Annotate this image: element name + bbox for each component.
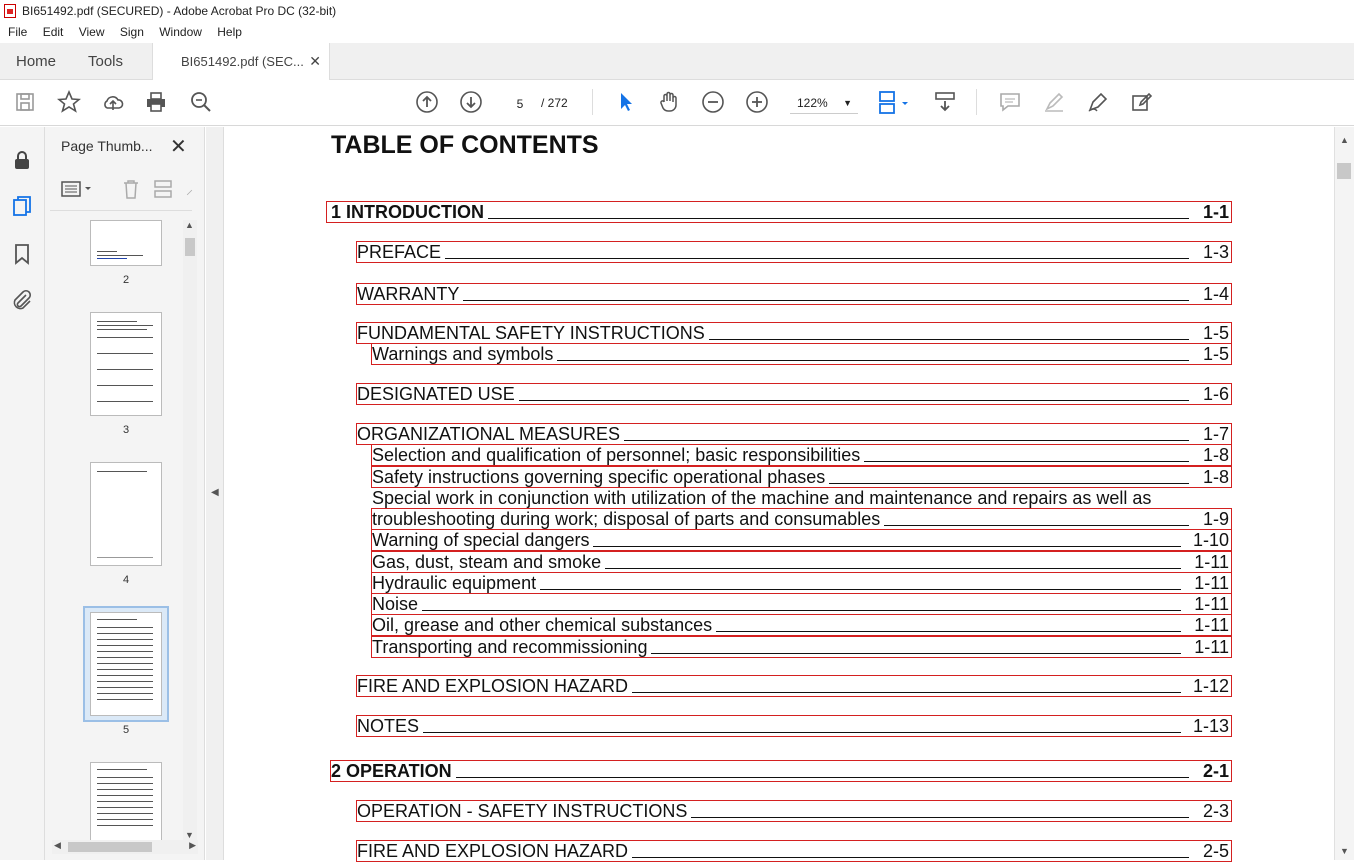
toc-entry-title: FUNDAMENTAL SAFETY INSTRUCTIONS xyxy=(357,323,709,343)
toc-entry[interactable] xyxy=(371,551,1232,573)
toolbar-divider xyxy=(976,89,977,115)
zoom-out-icon[interactable] xyxy=(700,90,726,116)
menu-window[interactable]: Window xyxy=(159,25,202,39)
thumbnail-page[interactable] xyxy=(90,312,162,416)
zoom-dropdown[interactable] xyxy=(790,92,858,114)
toc-entry[interactable] xyxy=(356,241,1232,263)
zoom-in-icon[interactable] xyxy=(744,90,770,116)
left-rail xyxy=(0,127,45,860)
toc-entry[interactable] xyxy=(356,675,1232,697)
toc-entry[interactable] xyxy=(356,800,1232,822)
more-tools-icon[interactable]: ⸝ xyxy=(186,181,193,197)
toc-entry-page: 2-1 xyxy=(1202,761,1229,781)
toc-entry[interactable] xyxy=(371,466,1232,488)
next-page-icon[interactable] xyxy=(458,90,484,116)
toc-entry-title: Safety instructions governing specific operational phases xyxy=(372,467,829,487)
highlight-icon[interactable] xyxy=(1041,90,1067,116)
toc-entry[interactable] xyxy=(371,343,1232,365)
toc-entry-title: DESIGNATED USE xyxy=(357,384,519,404)
chevron-down-icon: ▼ xyxy=(843,98,852,108)
toolbar-divider xyxy=(592,89,593,115)
toc-entry-page: 1-4 xyxy=(1202,284,1229,304)
select-tool-icon[interactable] xyxy=(613,90,639,116)
fit-page-icon[interactable] xyxy=(876,90,912,116)
thumbnail-label: 4 xyxy=(122,574,130,586)
toc-entry[interactable] xyxy=(371,636,1232,658)
thumbnail-label: 2 xyxy=(122,274,130,286)
save-icon[interactable] xyxy=(12,90,38,116)
panel-divider xyxy=(50,210,192,211)
toc-entry-page: 1-11 xyxy=(1194,637,1229,657)
tab-bar xyxy=(0,43,1354,80)
menu-help[interactable]: Help xyxy=(217,25,242,39)
toc-entry[interactable] xyxy=(356,283,1232,305)
toc-entry-page: 1-8 xyxy=(1202,467,1229,487)
previous-page-icon[interactable] xyxy=(414,90,440,116)
toc-entry-page: 1-1 xyxy=(1202,202,1229,222)
scroll-thumb[interactable] xyxy=(185,238,195,256)
toc-entry-page: 1-12 xyxy=(1192,676,1229,696)
thumbnail-horizontal-scrollbar[interactable] xyxy=(52,840,198,854)
menu-file[interactable]: File xyxy=(8,25,28,39)
menu-sign[interactable]: Sign xyxy=(119,25,144,39)
title-bar xyxy=(0,0,1354,22)
scroll-left-icon[interactable]: ◀ xyxy=(54,840,61,850)
thumbnail-page[interactable] xyxy=(90,220,162,266)
toc-entry-page: 1-11 xyxy=(1194,573,1229,593)
pdf-file-icon xyxy=(4,4,16,18)
toc-entry-title: NOTES xyxy=(357,716,423,736)
toc-entry-title: Transporting and recommissioning xyxy=(372,637,651,657)
scrolling-mode-icon[interactable] xyxy=(932,90,958,116)
tab-document-label: BI651492.pdf (SEC... xyxy=(181,54,304,69)
toc-heading: TABLE OF CONTENTS xyxy=(331,131,599,159)
toc-entry-title: 2 OPERATION xyxy=(331,761,456,781)
toc-entry-title: Oil, grease and other chemical substances xyxy=(372,615,716,635)
toc-entry[interactable] xyxy=(371,614,1232,636)
panel-title: Page Thumb... xyxy=(61,138,153,154)
toc-entry-page: 2-3 xyxy=(1202,801,1229,821)
tab-document[interactable] xyxy=(152,43,330,81)
hand-tool-icon[interactable] xyxy=(656,90,682,116)
thumbnail-page[interactable] xyxy=(90,762,162,840)
scroll-down-icon[interactable]: ▼ xyxy=(185,830,194,840)
scroll-up-icon[interactable]: ▲ xyxy=(1340,135,1349,145)
tab-tools[interactable]: Tools xyxy=(88,53,124,70)
scroll-thumb[interactable] xyxy=(1337,163,1351,179)
lock-icon[interactable] xyxy=(10,148,34,172)
thumbnail-label: 5 xyxy=(122,724,130,736)
toc-entry[interactable] xyxy=(371,508,1232,530)
thumbnail-page-current[interactable] xyxy=(90,612,162,716)
toc-entry-page: 1-3 xyxy=(1202,242,1229,262)
sign-pen-icon[interactable] xyxy=(1085,90,1111,116)
toc-entry-title: FIRE AND EXPLOSION HAZARD xyxy=(357,676,632,696)
panel-splitter[interactable] xyxy=(206,127,224,860)
toc-entry[interactable] xyxy=(330,760,1232,782)
toc-entry-page: 1-8 xyxy=(1202,445,1229,465)
toc-entry[interactable] xyxy=(356,423,1232,445)
toc-entry-title: troubleshooting during work; disposal of parts and consumables xyxy=(372,509,884,529)
toc-entry[interactable] xyxy=(356,715,1232,737)
thumbnail-list xyxy=(52,220,180,840)
toc-entry-page: 2-5 xyxy=(1202,841,1229,861)
toc-entry-page: 1-11 xyxy=(1194,594,1229,614)
toc-entry-page: 1-13 xyxy=(1192,716,1229,736)
close-tab-icon[interactable]: ✕ xyxy=(309,53,321,69)
bookmarks-icon[interactable] xyxy=(10,242,34,266)
toc-entry-page: 1-7 xyxy=(1202,424,1229,444)
search-zoom-icon[interactable] xyxy=(188,90,214,116)
bookmark-star-icon[interactable] xyxy=(56,90,82,116)
scroll-down-icon[interactable]: ▼ xyxy=(1340,846,1349,856)
toc-entry[interactable] xyxy=(371,444,1232,466)
document-vertical-scrollbar[interactable] xyxy=(1334,127,1354,860)
thumbnail-label: 3 xyxy=(122,424,130,436)
toc-entry-page: 1-11 xyxy=(1194,615,1229,635)
toc-entry[interactable] xyxy=(356,383,1232,405)
toc-entry[interactable] xyxy=(356,840,1232,862)
upload-cloud-icon[interactable] xyxy=(100,90,126,116)
toc-entry-page: 1-6 xyxy=(1202,384,1229,404)
toc-entry-title: PREFACE xyxy=(357,242,445,262)
toc-entry-title: Noise xyxy=(372,594,422,614)
collapse-panel-icon[interactable]: ◀ xyxy=(211,487,219,498)
zoom-value: 122% xyxy=(797,96,828,110)
toc-entry-title: Warning of special dangers xyxy=(372,530,593,550)
page-total: / 272 xyxy=(541,96,568,110)
menu-bar xyxy=(0,22,1354,43)
comment-icon[interactable] xyxy=(997,90,1023,116)
scroll-thumb[interactable] xyxy=(68,842,152,852)
toc-entry[interactable] xyxy=(371,572,1232,594)
toc-entry-title: ORGANIZATIONAL MEASURES xyxy=(357,424,624,444)
toc-entry-page: 1-11 xyxy=(1194,552,1229,572)
toc-entry-title: Selection and qualification of personnel; basic responsibilities xyxy=(372,445,864,465)
scroll-right-icon[interactable]: ▶ xyxy=(189,840,196,850)
delete-page-icon[interactable] xyxy=(120,178,142,200)
toc-entry-page: 1-5 xyxy=(1202,344,1229,364)
toc-entry-page: 1-5 xyxy=(1202,323,1229,343)
toc-entry-page: 1-10 xyxy=(1192,530,1229,550)
thumbnail-vertical-scrollbar[interactable] xyxy=(183,220,197,840)
toc-entry-title: FIRE AND EXPLOSION HAZARD xyxy=(357,841,632,861)
page-thumbnails-icon[interactable] xyxy=(10,194,34,218)
toc-entry-title: 1 INTRODUCTION xyxy=(331,202,488,222)
toc-entry-title: Hydraulic equipment xyxy=(372,573,540,593)
menu-view[interactable]: View xyxy=(78,25,105,39)
tab-home[interactable]: Home xyxy=(16,53,57,70)
thumbnail-page[interactable] xyxy=(90,462,162,566)
toc-entry[interactable] xyxy=(326,201,1232,223)
toc-entry[interactable] xyxy=(371,529,1232,551)
attachments-icon[interactable] xyxy=(10,288,34,312)
page-number-input[interactable]: 5 xyxy=(505,92,535,114)
toc-entry[interactable] xyxy=(371,593,1232,615)
toc-entry-page: 1-9 xyxy=(1202,509,1229,529)
toc-entry-title: Gas, dust, steam and smoke xyxy=(372,552,605,572)
edit-pdf-icon[interactable] xyxy=(1129,90,1155,116)
scroll-up-icon[interactable]: ▲ xyxy=(185,220,194,230)
toc-entry-title: Warnings and symbols xyxy=(372,344,557,364)
toc-entry-title: OPERATION - SAFETY INSTRUCTIONS xyxy=(357,801,691,821)
window-title: BI651492.pdf (SECURED) - Adobe Acrobat Pro DC (32-bit) xyxy=(22,4,337,18)
print-icon[interactable] xyxy=(143,90,169,116)
toc-entry-title-line1: Special work in conjunction with utilization of the machine and maintenance and repairs as well as xyxy=(372,488,1152,508)
toc-entry[interactable] xyxy=(356,322,1232,344)
thumbnail-options-icon[interactable] xyxy=(60,178,96,200)
extract-page-icon[interactable] xyxy=(152,178,174,200)
close-panel-icon[interactable]: ✕ xyxy=(170,136,187,158)
menu-edit[interactable]: Edit xyxy=(42,25,64,39)
toc-entry-title: WARRANTY xyxy=(357,284,463,304)
